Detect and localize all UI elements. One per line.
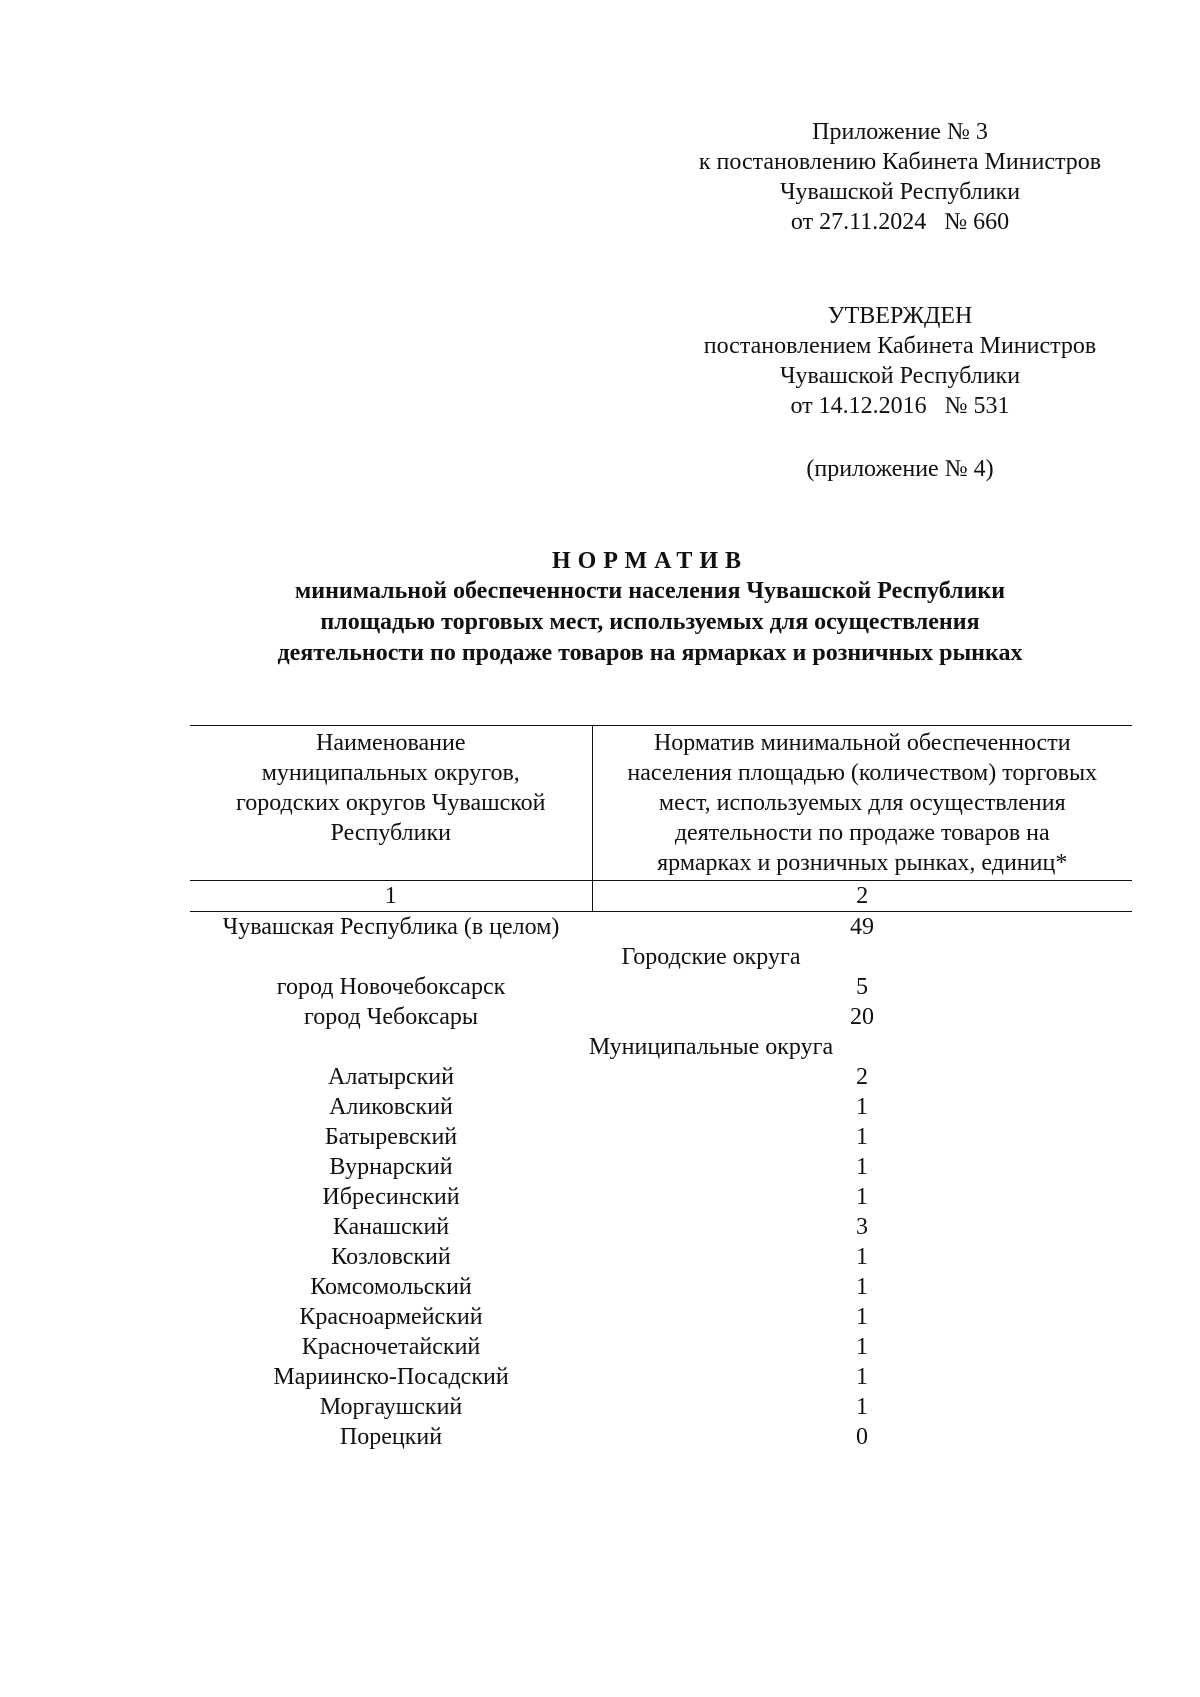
header-col-norm-line-1: Норматив минимальной обеспеченности <box>653 730 1071 756</box>
header-col-name-line-2: муниципальных округов, <box>261 760 520 786</box>
approved-block <box>660 301 1140 421</box>
table-row <box>190 1092 1132 1122</box>
row-value: 1 <box>856 1304 868 1330</box>
row-name: Красноармейский <box>299 1304 483 1330</box>
section-urban-districts <box>190 942 1132 972</box>
header-col-name-line-3: городских округов Чувашской <box>235 790 546 816</box>
row-value: 0 <box>856 1424 868 1450</box>
row-name: Козловский <box>331 1244 451 1270</box>
row-value: 3 <box>856 1214 868 1240</box>
row-name: город Чебоксары <box>303 1004 478 1030</box>
approved-date: от 14.12.2016 № 531 <box>790 393 1010 419</box>
row-value: 1 <box>856 1334 868 1360</box>
table-header-row <box>190 726 1132 881</box>
approved-republic: Чувашской Республики <box>779 363 1021 389</box>
table-row <box>190 1332 1132 1362</box>
header-col-name-line-1: Наименование <box>315 730 466 756</box>
row-name: Алатырский <box>328 1064 454 1090</box>
row-value: 20 <box>850 1004 874 1030</box>
row-name: Чувашская Республика (в целом) <box>222 914 560 940</box>
title-line-2: площадью торговых мест, используемых для осуществления <box>320 609 980 635</box>
row-value: 1 <box>856 1244 868 1270</box>
row-value: 5 <box>856 974 868 1000</box>
title-main: НОРМАТИВ <box>551 548 749 574</box>
table-row <box>190 1302 1132 1332</box>
row-name: Красночетайский <box>301 1334 481 1360</box>
header-col-norm <box>592 726 1132 881</box>
table-row <box>190 1242 1132 1272</box>
title-line-1: минимальной обеспеченности населения Чувашской Республики <box>294 578 1006 604</box>
row-value: 1 <box>856 1394 868 1420</box>
appendix-republic: Чувашской Республики <box>779 179 1021 205</box>
appendix-resolution-ref: к постановлению Кабинета Министров <box>698 149 1102 175</box>
table-row <box>190 1422 1132 1452</box>
row-name: город Новочебоксарск <box>276 974 506 1000</box>
header-col-norm-line-2: населения площадью (количеством) торговых <box>627 760 1098 786</box>
approved-label: УТВЕРЖДЕН <box>827 303 973 329</box>
section-title: Муниципальные округа <box>588 1034 834 1060</box>
section-title: Городские округа <box>621 944 801 970</box>
table-row <box>190 1152 1132 1182</box>
column-number-1: 1 <box>190 881 592 912</box>
table-row <box>190 1392 1132 1422</box>
row-value: 49 <box>850 914 874 940</box>
annex-note <box>660 454 1140 484</box>
appendix-number: Приложение № 3 <box>812 119 988 145</box>
appendix-date: от 27.11.2024 № 660 <box>790 209 1010 235</box>
annex-note-text: (приложение № 4) <box>806 456 994 482</box>
header-col-name-line-4: Республики <box>330 820 451 846</box>
table-row <box>190 1362 1132 1392</box>
table-row <box>190 1062 1132 1092</box>
header-col-norm-line-4: деятельности по продаже товаров на <box>674 820 1050 846</box>
row-name: Канашский <box>332 1214 450 1240</box>
table-row <box>190 1002 1132 1032</box>
table-row <box>190 1272 1132 1302</box>
table-row-total <box>190 912 1132 943</box>
approved-resolution-ref: постановлением Кабинета Министров <box>703 333 1097 359</box>
row-value: 1 <box>856 1184 868 1210</box>
row-name: Вурнарский <box>329 1154 453 1180</box>
row-name: Батыревский <box>324 1124 458 1150</box>
row-name: Моргаушский <box>319 1394 463 1420</box>
row-value: 2 <box>856 1064 868 1090</box>
row-name: Аликовский <box>329 1094 453 1120</box>
section-municipal-districts <box>190 1032 1132 1062</box>
row-value: 1 <box>856 1364 868 1390</box>
table-row <box>190 1212 1132 1242</box>
norm-table <box>190 725 1132 1452</box>
row-value: 1 <box>856 1124 868 1150</box>
column-number-2: 2 <box>592 881 1132 912</box>
row-value: 1 <box>856 1094 868 1120</box>
header-col-norm-line-3: мест, используемых для осуществления <box>658 790 1066 816</box>
table-row <box>190 1122 1132 1152</box>
header-col-name <box>190 726 592 881</box>
header-col-norm-line-5: ярмарках и розничных рынках, единиц* <box>657 850 1068 876</box>
row-name: Порецкий <box>339 1424 443 1450</box>
column-number-row <box>190 881 1132 912</box>
appendix-block <box>660 117 1140 237</box>
row-value: 1 <box>856 1154 868 1180</box>
table-row <box>190 972 1132 1002</box>
row-name: Комсомольский <box>310 1274 472 1300</box>
table-row <box>190 1182 1132 1212</box>
row-name: Ибресинский <box>322 1184 460 1210</box>
row-value: 1 <box>856 1274 868 1300</box>
document-title <box>150 546 1150 669</box>
row-name: Мариинско-Посадский <box>273 1364 509 1390</box>
title-line-3: деятельности по продаже товаров на ярмарках и розничных рынках <box>277 640 1023 666</box>
